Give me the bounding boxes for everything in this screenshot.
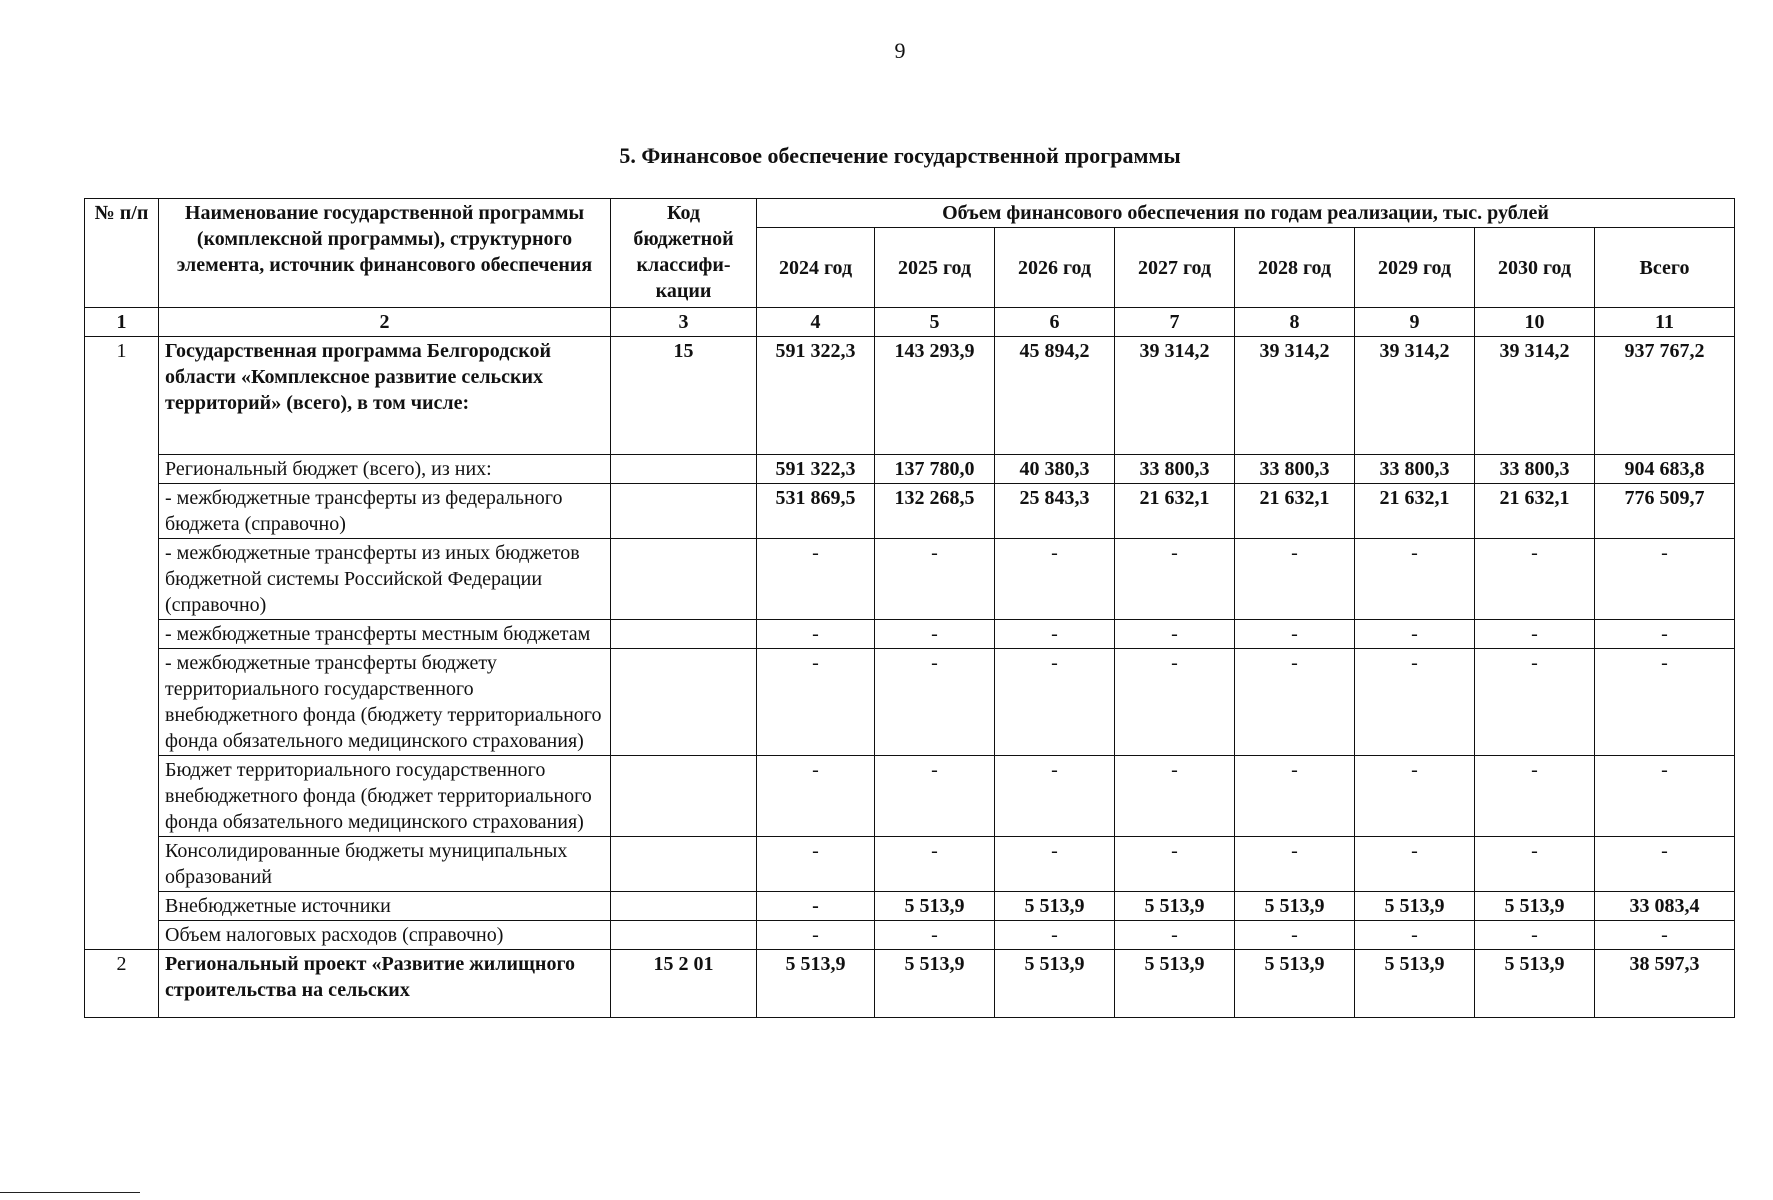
- value-cell: 21 632,1: [1115, 484, 1235, 539]
- row-code: [611, 620, 757, 649]
- value-cell: -: [995, 649, 1115, 756]
- financing-table: [84, 198, 1735, 1018]
- header-year: 2027 год: [1115, 228, 1235, 308]
- row-name: Внебюджетные источники: [159, 892, 611, 921]
- row-code: [611, 837, 757, 892]
- value-cell: 5 513,9: [1475, 892, 1595, 921]
- value-cell: -: [1595, 620, 1735, 649]
- value-cell: 5 513,9: [875, 950, 995, 1018]
- table-row: [85, 455, 1735, 484]
- row-code: [611, 484, 757, 539]
- row-name: - межбюджетные трансферты из федерального бюджета (справочно): [159, 484, 611, 539]
- value-cell: -: [1115, 921, 1235, 950]
- value-cell: 137 780,0: [875, 455, 995, 484]
- row-code: [611, 892, 757, 921]
- index-cell: 10: [1475, 308, 1595, 337]
- value-cell: 591 322,3: [757, 337, 875, 455]
- value-cell: 33 800,3: [1355, 455, 1475, 484]
- value-cell: -: [1475, 620, 1595, 649]
- row-name: Региональный проект «Развитие жилищного строительства на сельских: [159, 950, 611, 1018]
- value-cell: -: [1475, 837, 1595, 892]
- header-year: 2030 год: [1475, 228, 1595, 308]
- value-cell: 33 800,3: [1475, 455, 1595, 484]
- value-cell: -: [757, 837, 875, 892]
- value-cell: 5 513,9: [1235, 950, 1355, 1018]
- value-cell: -: [875, 649, 995, 756]
- value-cell: -: [757, 921, 875, 950]
- row-name: Консолидированные бюджеты муниципальных образований: [159, 837, 611, 892]
- index-cell: 7: [1115, 308, 1235, 337]
- value-cell: 33 083,4: [1595, 892, 1735, 921]
- row-name: Бюджет территориального государственного внебюджетного фонда (бюджет территориального фонда обязательного медицинского страхования): [159, 756, 611, 837]
- value-cell: 591 322,3: [757, 455, 875, 484]
- row-code: [611, 756, 757, 837]
- index-cell: 3: [611, 308, 757, 337]
- header-row-1: [85, 199, 1735, 228]
- value-cell: 45 894,2: [995, 337, 1115, 455]
- header-year: 2028 год: [1235, 228, 1355, 308]
- header-total: Всего: [1595, 228, 1735, 308]
- value-cell: 5 513,9: [995, 950, 1115, 1018]
- table-row: [85, 484, 1735, 539]
- value-cell: 39 314,2: [1355, 337, 1475, 455]
- header-year: 2029 год: [1355, 228, 1475, 308]
- row-name: Объем налоговых расходов (справочно): [159, 921, 611, 950]
- row-name: - межбюджетные трансферты местным бюджетам: [159, 620, 611, 649]
- row-name: - межбюджетные трансферты бюджету территориального государственного внебюджетного фонда (бюджету территориального фонда обязательного медицинского страхования): [159, 649, 611, 756]
- value-cell: -: [1595, 837, 1735, 892]
- value-cell: 776 509,7: [1595, 484, 1735, 539]
- value-cell: -: [875, 539, 995, 620]
- value-cell: 38 597,3: [1595, 950, 1735, 1018]
- index-cell: 2: [159, 308, 611, 337]
- value-cell: -: [1235, 921, 1355, 950]
- value-cell: 5 513,9: [1475, 950, 1595, 1018]
- value-cell: -: [757, 620, 875, 649]
- row-code: [611, 539, 757, 620]
- value-cell: -: [1355, 649, 1475, 756]
- value-cell: 39 314,2: [1115, 337, 1235, 455]
- value-cell: -: [1355, 837, 1475, 892]
- value-cell: -: [1355, 756, 1475, 837]
- value-cell: -: [1475, 756, 1595, 837]
- value-cell: -: [1355, 620, 1475, 649]
- value-cell: 5 513,9: [875, 892, 995, 921]
- value-cell: 25 843,3: [995, 484, 1115, 539]
- value-cell: -: [995, 921, 1115, 950]
- value-cell: -: [875, 620, 995, 649]
- value-cell: -: [1115, 837, 1235, 892]
- value-cell: -: [1475, 539, 1595, 620]
- header-code: Код бюджетной классифи-кации: [611, 199, 757, 308]
- value-cell: -: [995, 539, 1115, 620]
- footnote-divider: [0, 1192, 140, 1193]
- value-cell: -: [1235, 539, 1355, 620]
- header-name: Наименование государственной программы (комплексной программы), структурного элемента, источник финансового обеспечения: [159, 199, 611, 308]
- value-cell: 531 869,5: [757, 484, 875, 539]
- value-cell: -: [1595, 539, 1735, 620]
- value-cell: -: [1115, 620, 1235, 649]
- table-row: [85, 892, 1735, 921]
- value-cell: 5 513,9: [757, 950, 875, 1018]
- value-cell: 21 632,1: [1475, 484, 1595, 539]
- header-years-group: Объем финансового обеспечения по годам реализации, тыс. рублей: [757, 199, 1735, 228]
- value-cell: -: [1235, 837, 1355, 892]
- value-cell: 33 800,3: [1115, 455, 1235, 484]
- value-cell: -: [1475, 649, 1595, 756]
- value-cell: 21 632,1: [1355, 484, 1475, 539]
- value-cell: 40 380,3: [995, 455, 1115, 484]
- value-cell: 5 513,9: [1115, 892, 1235, 921]
- value-cell: -: [1595, 649, 1735, 756]
- row-code: [611, 649, 757, 756]
- index-cell: 11: [1595, 308, 1735, 337]
- row-number: 1: [85, 337, 159, 950]
- value-cell: -: [1235, 620, 1355, 649]
- value-cell: -: [1235, 756, 1355, 837]
- value-cell: 143 293,9: [875, 337, 995, 455]
- value-cell: 937 767,2: [1595, 337, 1735, 455]
- index-cell: 8: [1235, 308, 1355, 337]
- value-cell: -: [995, 620, 1115, 649]
- value-cell: -: [757, 649, 875, 756]
- value-cell: -: [1355, 539, 1475, 620]
- header-year: 2024 год: [757, 228, 875, 308]
- index-cell: 5: [875, 308, 995, 337]
- table-row: [85, 337, 1735, 455]
- row-code: 15: [611, 337, 757, 455]
- value-cell: 5 513,9: [1355, 950, 1475, 1018]
- header-index-row: [85, 308, 1735, 337]
- value-cell: 5 513,9: [1235, 892, 1355, 921]
- row-code: 15 2 01: [611, 950, 757, 1018]
- row-name: Региональный бюджет (всего), из них:: [159, 455, 611, 484]
- header-year: 2026 год: [995, 228, 1115, 308]
- row-code: [611, 921, 757, 950]
- value-cell: -: [757, 539, 875, 620]
- value-cell: 132 268,5: [875, 484, 995, 539]
- value-cell: -: [757, 892, 875, 921]
- section-title: 5. Финансовое обеспечение государственной программы: [619, 143, 1181, 168]
- row-code: [611, 455, 757, 484]
- value-cell: -: [1115, 649, 1235, 756]
- page-number: 9: [894, 38, 906, 63]
- value-cell: -: [1115, 539, 1235, 620]
- value-cell: -: [757, 756, 875, 837]
- index-cell: 9: [1355, 308, 1475, 337]
- value-cell: -: [995, 756, 1115, 837]
- value-cell: -: [875, 837, 995, 892]
- value-cell: -: [1115, 756, 1235, 837]
- table-row: [85, 921, 1735, 950]
- value-cell: -: [1355, 921, 1475, 950]
- value-cell: -: [1595, 921, 1735, 950]
- header-year: 2025 год: [875, 228, 995, 308]
- index-cell: 4: [757, 308, 875, 337]
- value-cell: 39 314,2: [1475, 337, 1595, 455]
- value-cell: 904 683,8: [1595, 455, 1735, 484]
- value-cell: -: [875, 756, 995, 837]
- table-row: [85, 950, 1735, 1018]
- table-row: [85, 620, 1735, 649]
- value-cell: 21 632,1: [1235, 484, 1355, 539]
- table-row: [85, 539, 1735, 620]
- index-cell: 6: [995, 308, 1115, 337]
- value-cell: -: [995, 837, 1115, 892]
- value-cell: 5 513,9: [995, 892, 1115, 921]
- value-cell: 39 314,2: [1235, 337, 1355, 455]
- value-cell: -: [1475, 921, 1595, 950]
- value-cell: 33 800,3: [1235, 455, 1355, 484]
- table-row: [85, 837, 1735, 892]
- table-row: [85, 649, 1735, 756]
- row-name: - межбюджетные трансферты из иных бюджетов бюджетной системы Российской Федерации (справочно): [159, 539, 611, 620]
- value-cell: -: [1235, 649, 1355, 756]
- value-cell: -: [875, 921, 995, 950]
- value-cell: 5 513,9: [1115, 950, 1235, 1018]
- value-cell: 5 513,9: [1355, 892, 1475, 921]
- row-number: 2: [85, 950, 159, 1018]
- row-name: Государственная программа Белгородской области «Комплексное развитие сельских территорий» (всего), в том числе:: [159, 337, 611, 455]
- header-num: № п/п: [85, 199, 159, 308]
- table-row: [85, 756, 1735, 837]
- value-cell: -: [1595, 756, 1735, 837]
- index-cell: 1: [85, 308, 159, 337]
